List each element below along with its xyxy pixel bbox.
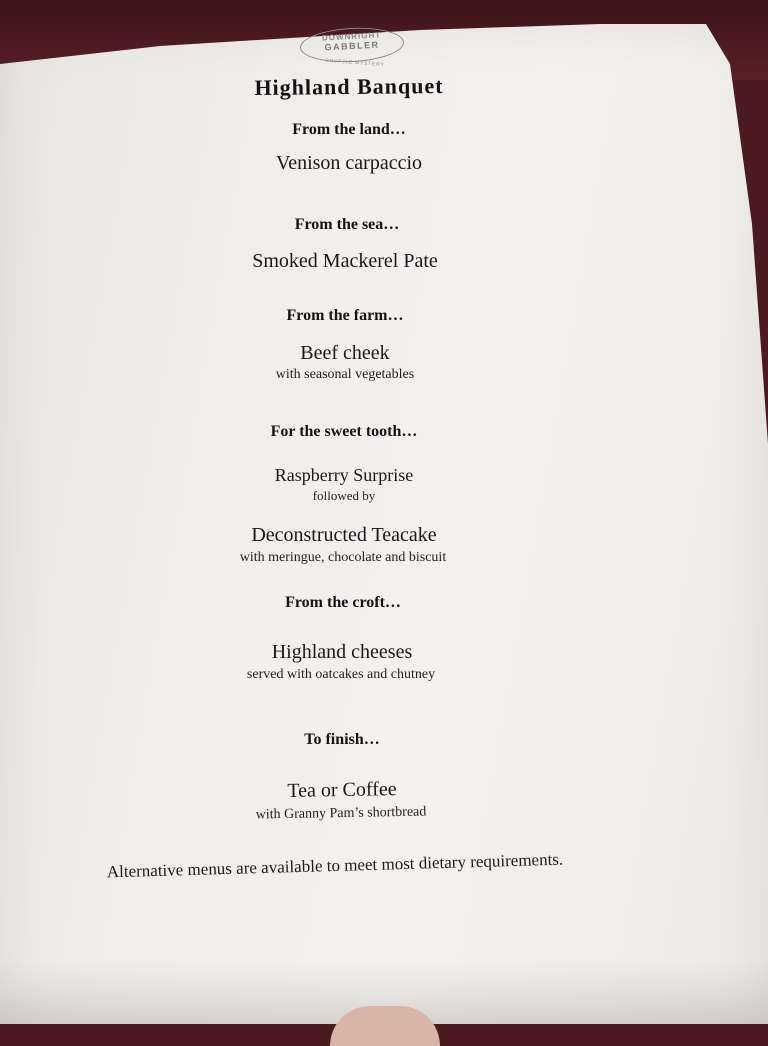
dish-note-followed-by: followed by bbox=[312, 488, 376, 503]
dish-note-teacake: with meringue, chocolate and biscuit bbox=[239, 550, 447, 565]
dish-venison: Venison carpaccio bbox=[275, 152, 423, 174]
dish-teacake: Deconstructed Teacake bbox=[251, 524, 437, 546]
section-heading-croft: From the croft… bbox=[285, 594, 401, 611]
menu-title: Highland Banquet bbox=[254, 73, 444, 100]
dish-note-beef-cheek: with seasonal vegetables bbox=[275, 367, 415, 382]
dish-tea-or-coffee: Tea or Coffee bbox=[287, 778, 397, 802]
section-heading-finish: To finish… bbox=[304, 731, 380, 748]
dish-raspberry-surprise: Raspberry Surprise bbox=[274, 465, 414, 485]
logo-tagline: CRYPTIC MYSTERY bbox=[325, 57, 385, 69]
dish-note-shortbread: with Granny Pam’s shortbread bbox=[255, 804, 427, 823]
dish-note-cheeses: served with oatcakes and chutney bbox=[246, 667, 436, 682]
section-heading-land: From the land… bbox=[292, 121, 406, 138]
section-heading-sweet: For the sweet tooth… bbox=[270, 423, 418, 440]
dish-highland-cheeses: Highland cheeses bbox=[271, 641, 413, 663]
dietary-footer-note: Alternative menus are available to meet most dietary requirements. bbox=[106, 849, 564, 882]
logo-line-2: GABBLER bbox=[324, 39, 380, 53]
section-heading-sea: From the sea… bbox=[294, 216, 400, 233]
logo-line-1: DOWNRIGHT bbox=[321, 30, 382, 43]
section-heading-farm: From the farm… bbox=[286, 307, 404, 324]
dish-mackerel: Smoked Mackerel Pate bbox=[252, 250, 438, 272]
dish-beef-cheek: Beef cheek bbox=[300, 342, 390, 364]
